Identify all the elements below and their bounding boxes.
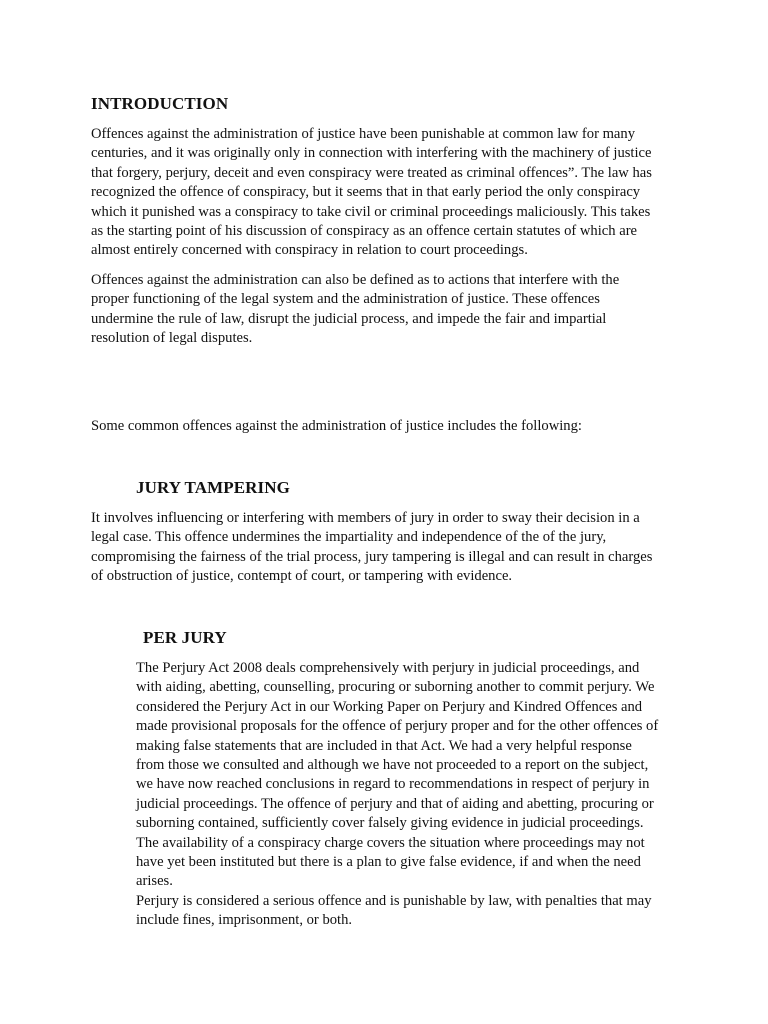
jury-tampering-heading: JURY TAMPERING [136,478,290,497]
introduction-paragraph-1 [91,125,652,261]
perjury-heading: PER JURY [143,628,227,647]
text-line: Offences against the administration can also be defined as to actions that interfere with the [91,272,620,288]
text-line: The Perjury Act 2008 deals comprehensively with perjury in judicial proceedings, and [136,660,640,676]
text-line: making false statements that are included in that Act. We had a very helpful response [136,737,632,754]
text-line: judicial proceedings. The offence of perjury and that of aiding and abetting, procuring or [136,795,654,812]
text-line: Some common offences against the administration of justice includes the following: [91,418,582,434]
text-line: It involves influencing or interfering with members of jury in order to sway their decision in a [91,510,640,526]
text-line: include fines, imprisonment, or both. [136,912,353,929]
text-line: that forgery, perjury, deceit and even conspiracy were treated as criminal offences”. The law has [91,164,652,181]
text-line: The availability of a conspiracy charge covers the situation where proceedings may not [136,834,645,851]
text-line: legal case. This offence undermines the impartiality and independence of the of the jury, [91,529,607,546]
text-line: from those we consulted and although we have not proceeded to a report on the subject, [136,757,649,774]
text-line: we have now reached conclusions in regard to recommendations in respect of perjury in [136,776,650,793]
text-line: as the starting point of his discussion of conspiracy as an offence certain statutes of which are [91,223,638,240]
introduction-paragraph-2 [91,271,619,349]
perjury-paragraph [136,659,658,931]
jury-tampering-paragraph [91,509,652,587]
text-line: recognized the offence of conspiracy, but it seems that in that early period the only conspiracy [91,184,641,201]
text-line: of obstruction of justice, contempt of court, or tampering with evidence. [91,568,513,585]
text-line: have yet been instituted but there is a plan to give false evidence, if and when the need [136,854,641,871]
text-line: almost entirely concerned with conspiracy in relation to court proceedings. [91,242,528,259]
text-line: made provisional proposals for the offence of perjury proper and for the other offences of [136,718,659,735]
text-line: resolution of legal disputes. [91,330,253,347]
text-line: Offences against the administration of justice have been punishable at common law for many [91,126,635,142]
text-line: Perjury is considered a serious offence and is punishable by law, with penalties that may [136,892,652,909]
text-line: undermine the rule of law, disrupt the judicial process, and impede the fair and impartial [91,310,607,327]
introduction-heading: INTRODUCTION [91,94,229,113]
text-line: which it punished was a conspiracy to take civil or criminal proceedings maliciously. This takes [91,203,651,220]
text-line: proper functioning of the legal system and the administration of justice. These offences [91,291,600,308]
text-line: suborning contained, sufficiently cover falsely giving evidence in judicial proceedings. [136,815,644,832]
text-line: considered the Perjury Act in our Working Paper on Perjury and Kindred Offences and [136,698,643,715]
text-line: compromising the fairness of the trial process, jury tampering is illegal and can result in charges [91,548,653,565]
offences-list-intro [91,417,582,436]
text-line: arises. [136,873,173,890]
text-line: with aiding, abetting, counselling, procuring or suborning another to commit perjury. We [136,679,655,696]
text-line: centuries, and it was originally only in connection with interfering with the machinery of justice [91,145,652,162]
